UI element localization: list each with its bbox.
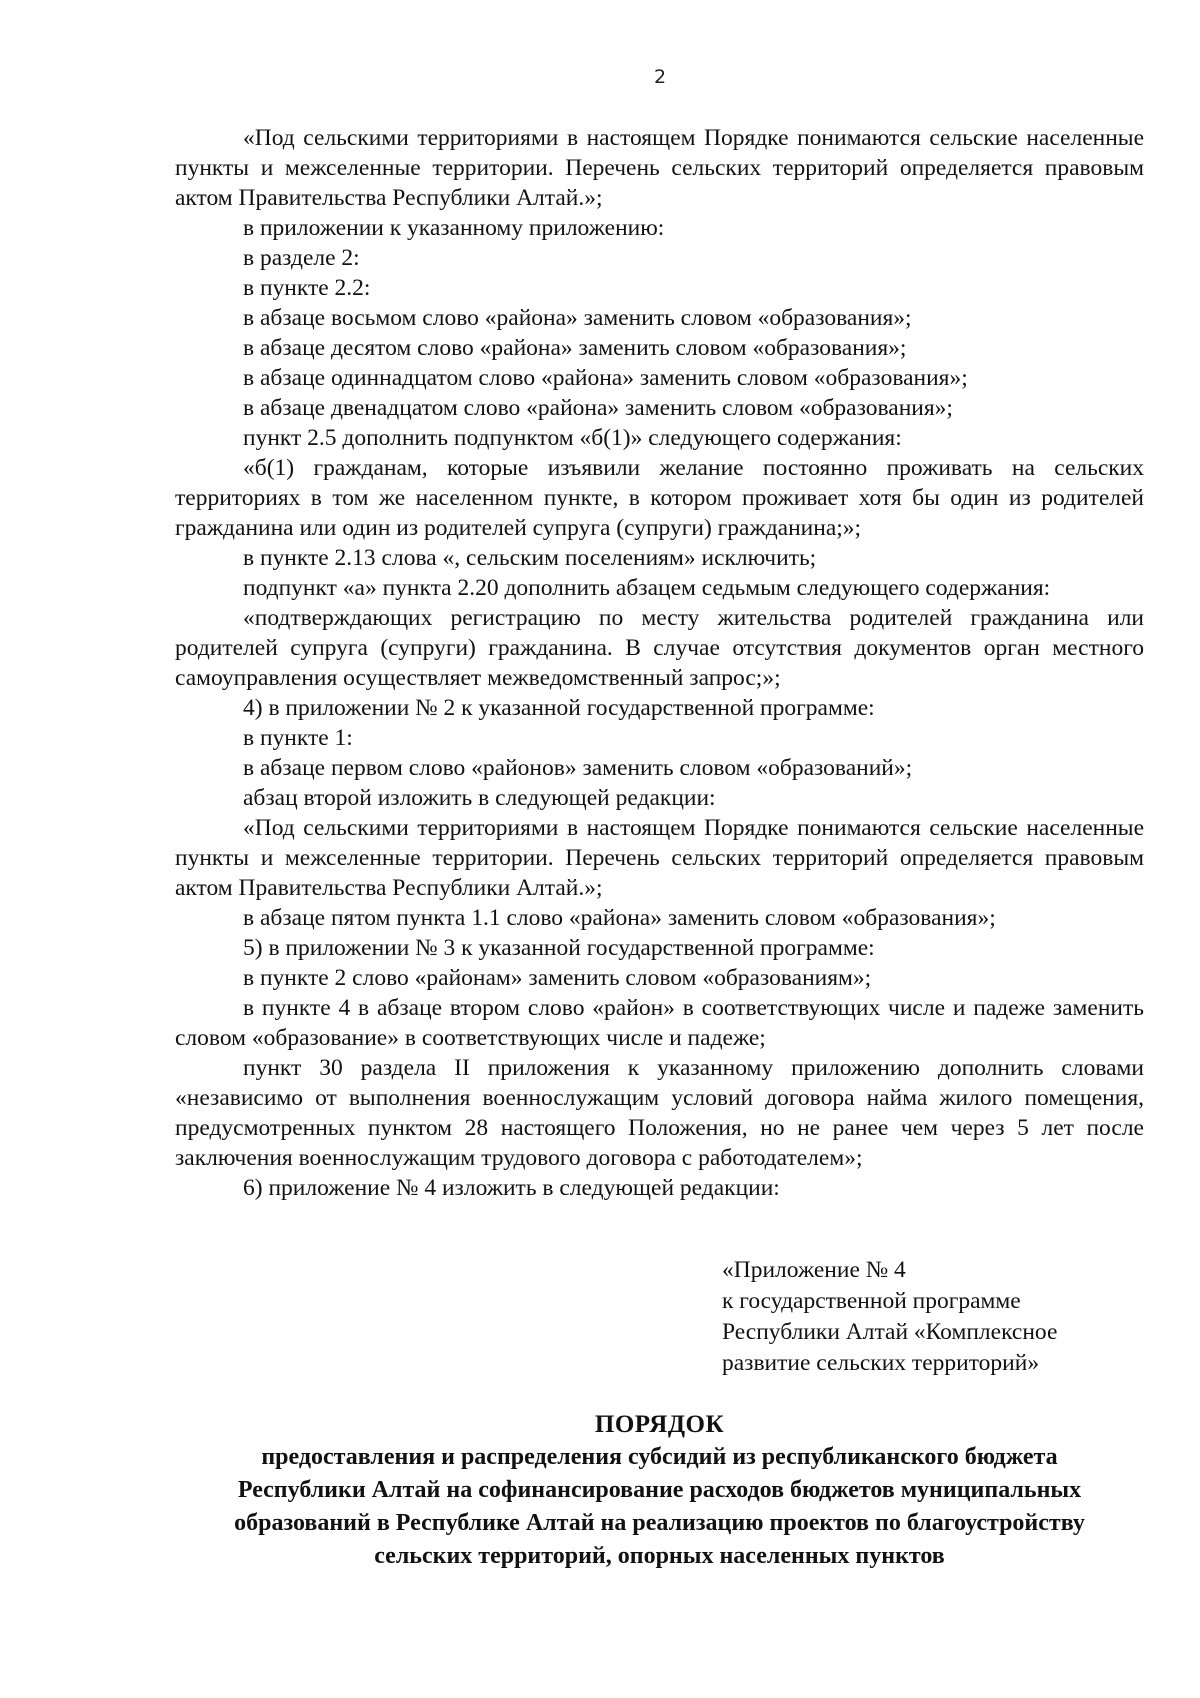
body-paragraph: «Под сельскими территориями в настоящем Порядке понимаются сельские населенные пункты и межселенные территории. Перечень сельских территорий определяется правовым актом Правительства Республики Алтай.»; <box>175 815 1144 901</box>
body-paragraph: 5) в приложении № 3 к указанной государственной программе: <box>243 935 875 961</box>
body-paragraph: 4) в приложении № 2 к указанной государственной программе: <box>243 695 875 721</box>
appendix-caption-line: «Приложение № 4 <box>722 1257 906 1283</box>
document-heading <box>175 1408 1144 1573</box>
subtitle-line: образований в Республике Алтай на реализацию проектов по благоустройству <box>234 1510 1085 1536</box>
body-paragraph: 6) приложение № 4 изложить в следующей редакции: <box>243 1175 780 1201</box>
body-paragraph: в пункте 2 слово «районам» заменить словом «образованиям»; <box>243 965 872 991</box>
document-subtitle <box>175 1441 1144 1573</box>
body-paragraph: в пункте 1: <box>243 725 353 751</box>
body-paragraph: в пункте 4 в абзаце втором слово «район» в соответствующих числе и падеже заменить словом «образование» в соответствующих числе и падеже; <box>175 995 1144 1051</box>
body-paragraph: в пункте 2.2: <box>243 275 371 301</box>
body-paragraph: в приложении к указанному приложению: <box>243 215 665 241</box>
body-paragraph: в абзаце десятом слово «района» заменить словом «образования»; <box>243 335 907 361</box>
body-paragraph: в разделе 2: <box>243 245 360 271</box>
body-paragraph: в абзаце одиннадцатом слово «района» заменить словом «образования»; <box>243 365 968 391</box>
document-body <box>175 123 1144 1203</box>
body-paragraph: «подтверждающих регистрацию по месту жительства родителей гражданина или родителей супруга (супруги) гражданина. В случае отсутствия документов орган местного самоуправления осуществляет межведомственный запрос;»; <box>175 605 1144 691</box>
body-paragraph: в абзаце двенадцатом слово «района» заменить словом «образования»; <box>243 395 953 421</box>
body-paragraph: пункт 30 раздела II приложения к указанному приложению дополнить словами «независимо от выполнения военнослужащим условий договора найма жилого помещения, предусмотренных пунктом 28 настоящего Положения, но не ранее чем через 5 лет после заключения военнослужащим трудового договора с работодателем»; <box>175 1055 1144 1171</box>
subtitle-line: сельских территорий, опорных населенных пунктов <box>374 1543 945 1569</box>
appendix-caption-line: Республики Алтай «Комплексное <box>722 1319 1058 1345</box>
appendix-caption-line: к государственной программе <box>722 1288 1021 1314</box>
body-paragraph: в абзаце пятом пункта 1.1 слово «района» заменить словом «образования»; <box>243 905 996 931</box>
body-paragraph: подпункт «а» пункта 2.20 дополнить абзацем седьмым следующего содержания: <box>243 575 1051 601</box>
body-paragraph: «Под сельскими территориями в настоящем Порядке понимаются сельские населенные пункты и межселенные территории. Перечень сельских территорий определяется правовым актом Правительства Республики Алтай.»; <box>175 125 1144 211</box>
appendix-caption-line: развитие сельских территорий» <box>722 1350 1040 1376</box>
document-title: ПОРЯДОК <box>594 1411 725 1438</box>
page-number: 2 <box>653 66 667 88</box>
body-paragraph: в пункте 2.13 слова «, сельским поселениям» исключить; <box>243 545 817 571</box>
body-paragraph: абзац второй изложить в следующей редакции: <box>243 785 716 811</box>
body-paragraph: в абзаце восьмом слово «района» заменить словом «образования»; <box>243 305 912 331</box>
subtitle-line: предоставления и распределения субсидий из республиканского бюджета <box>261 1444 1058 1470</box>
appendix-caption <box>722 1255 1142 1379</box>
body-paragraph: в абзаце первом слово «районов» заменить словом «образований»; <box>243 755 913 781</box>
body-paragraph: «б(1) гражданам, которые изъявили желание постоянно проживать на сельских территориях в том же населенном пункте, в котором проживает хотя бы один из родителей гражданина или один из родителей супруга (супруги) гражданина;»; <box>175 455 1144 541</box>
subtitle-line: Республики Алтай на софинансирование расходов бюджетов муниципальных <box>237 1477 1082 1503</box>
body-paragraph: пункт 2.5 дополнить подпунктом «б(1)» следующего содержания: <box>243 425 902 451</box>
